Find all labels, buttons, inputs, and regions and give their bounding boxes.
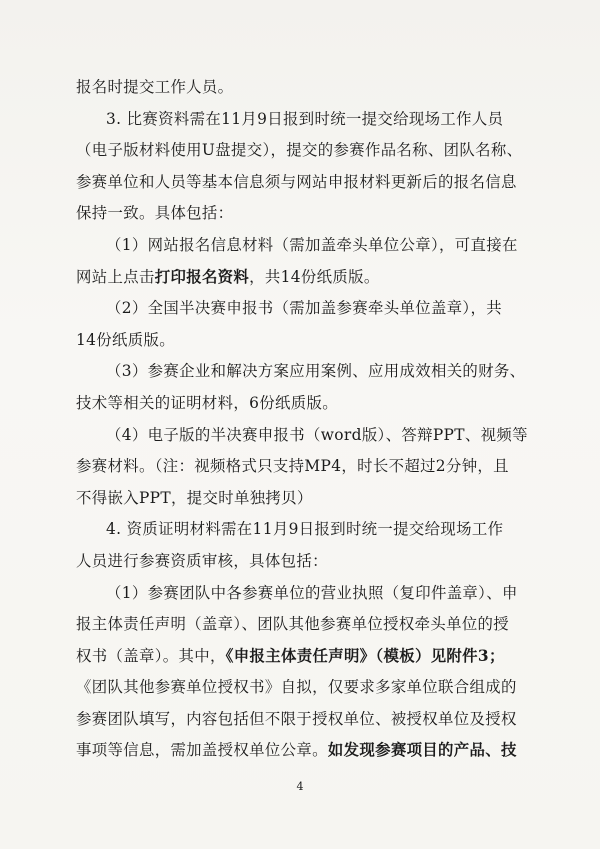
text-line <box>76 704 536 736</box>
text-segment: 报主体责任声明（盖章）、团队其他参赛单位授权牵头单位的授 <box>76 615 510 634</box>
text-segment: （1）网站报名信息材料（需加盖牵头单位公章），可直接在 <box>106 235 518 254</box>
text-segment: 网站上点击 <box>76 267 155 286</box>
text-segment: 事项等信息，需加盖授权单位公章。 <box>76 741 328 760</box>
body-text <box>76 72 536 767</box>
text-line <box>76 483 536 515</box>
text-segment: （3）参赛企业和解决方案应用案例、应用成效相关的财务、 <box>106 362 526 381</box>
text-segment: ，共14份纸质版。 <box>249 267 380 286</box>
text-segment: 14份纸质版。 <box>76 330 175 349</box>
text-line <box>76 262 536 294</box>
text-segment: 报名时提交工作人员。 <box>76 78 234 96</box>
text-line <box>76 388 536 420</box>
text-line <box>76 104 536 136</box>
bold-text-segment: 打印报名资料 <box>154 267 250 286</box>
page-number: 4 <box>296 780 304 793</box>
text-segment: （2）全国半决赛申报书（需加盖参赛牵头单位盖章），共 <box>106 299 502 318</box>
text-line <box>76 167 536 199</box>
text-segment: 《团队其他参赛单位授权书》自拟，仅要求多家单位联合组成的 <box>76 678 517 697</box>
text-line <box>76 735 536 767</box>
text-line <box>76 514 536 546</box>
text-line <box>76 325 536 357</box>
text-line <box>76 420 536 452</box>
text-line <box>76 672 536 704</box>
text-segment: 参赛团队填写，内容包括但不限于授权单位、被授权单位及授权 <box>76 709 517 728</box>
text-segment: 3. 比赛资料需在11月9日报到时统一提交给现场工作人员 <box>106 109 504 128</box>
text-line <box>76 72 536 104</box>
text-segment: （1）参赛团队中各参赛单位的营业执照（复印件盖章）、申 <box>106 583 518 602</box>
bold-text-segment: 《申报主体责任声明》（模板）见附件3； <box>225 646 505 665</box>
text-line <box>76 546 536 578</box>
text-line <box>76 293 536 325</box>
text-segment: （4）电子版的半决赛申报书（word版）、答辩PPT、视频等 <box>106 425 528 444</box>
text-segment: 不得嵌入PPT，提交时单独拷贝） <box>76 488 313 507</box>
text-segment: 参赛单位和人员等基本信息须与网站申报材料更新后的报名信息 <box>76 172 517 191</box>
text-segment: 权书（盖章）。其中， <box>76 646 226 665</box>
text-segment: 参赛材料。（注：视频格式只支持MP4，时长不超过2分钟，且 <box>76 457 509 476</box>
text-line <box>76 609 536 641</box>
text-segment: 技术等相关的证明材料，6份纸质版。 <box>76 393 338 412</box>
text-line <box>76 198 536 230</box>
bold-text-segment: 如发现参赛项目的产品、技 <box>327 741 517 760</box>
text-line <box>76 356 536 388</box>
text-line <box>76 641 536 673</box>
text-segment: 保持一致。具体包括： <box>76 204 234 223</box>
text-line <box>76 135 536 167</box>
text-segment: 4. 资质证明材料需在11月9日报到时统一提交给现场工作 <box>106 520 504 539</box>
text-line <box>76 230 536 262</box>
text-segment: （电子版材料使用U盘提交），提交的参赛作品名称、团队名称、 <box>76 141 523 160</box>
text-segment: 人员进行参赛资质审核，具体包括： <box>76 551 328 570</box>
text-line <box>76 578 536 610</box>
text-line <box>76 451 536 483</box>
